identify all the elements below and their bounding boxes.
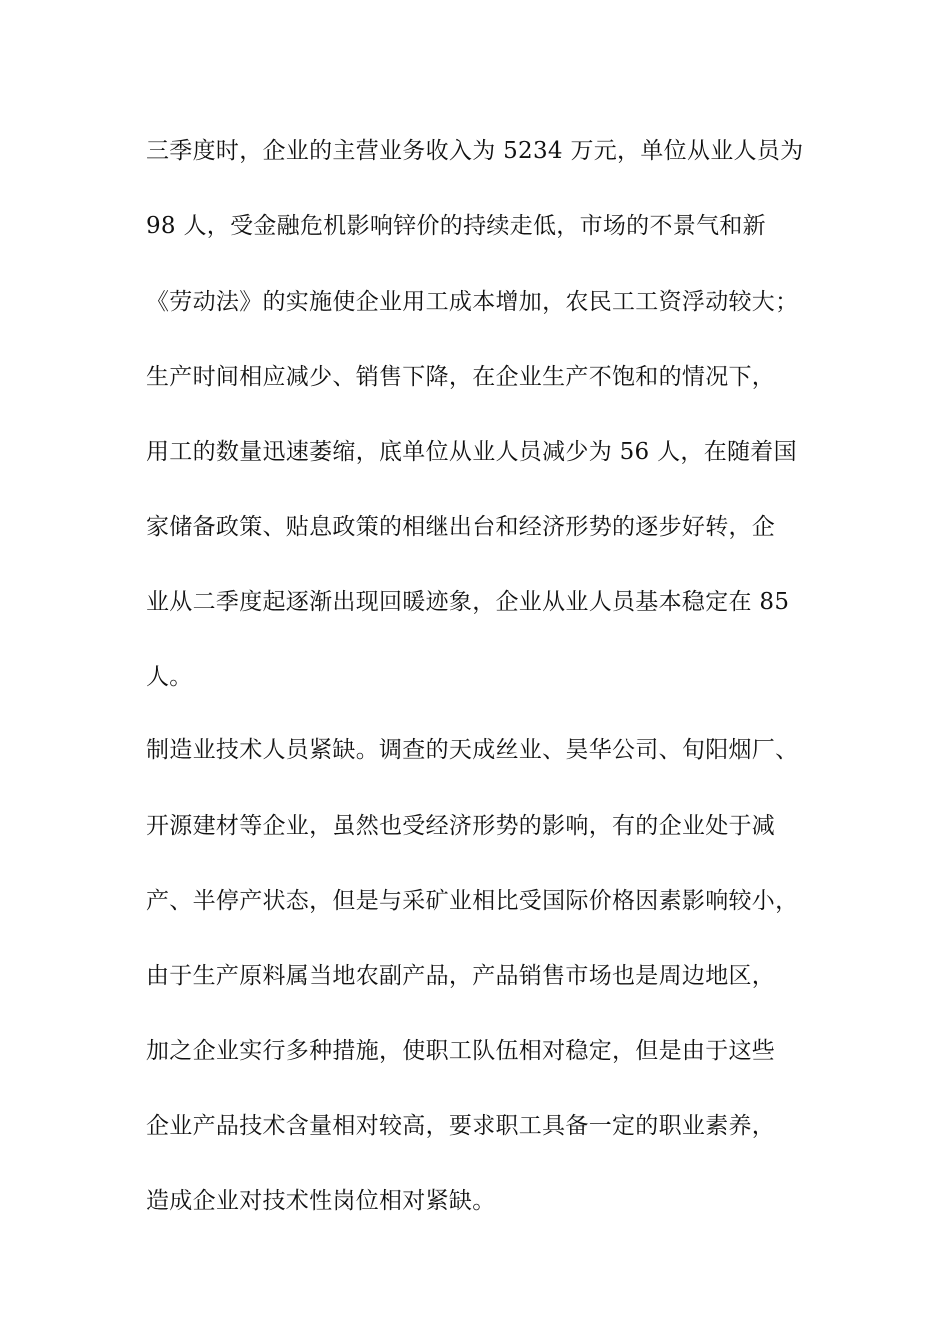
text-line: 用工的数量迅速萎缩，底单位从业人员减少为 56 人，在随着国: [146, 439, 797, 465]
text-line: 《劳动法》的实施使企业用工成本增加，农民工工资浮动较大；: [146, 289, 799, 315]
text-line: 三季度时，企业的主营业务收入为 5234 万元，单位从业人员为: [146, 138, 804, 164]
text-line: 开源建材等企业，虽然也受经济形势的影响，有的企业处于减: [146, 813, 776, 839]
text-line: 生产时间相应减少、销售下降，在企业生产不饱和的情况下，: [146, 364, 776, 390]
text-line: 企业产品技术含量相对较高，要求职工具备一定的职业素养，: [146, 1113, 776, 1139]
text-line: 制造业技术人员紧缺。调查的天成丝业、昊华公司、旬阳烟厂、: [146, 737, 799, 763]
text-line: 人。: [146, 664, 193, 690]
text-line: 业从二季度起逐渐出现回暖迹象，企业从业人员基本稳定在 85: [146, 589, 790, 615]
text-line: 由于生产原料属当地农副产品，产品销售市场也是周边地区，: [146, 963, 776, 989]
text-line: 造成企业对技术性岗位相对紧缺。: [146, 1188, 496, 1214]
text-line: 家储备政策、贴息政策的相继出台和经济形势的逐步好转，企: [146, 514, 776, 540]
text-line: 加之企业实行多种措施，使职工队伍相对稳定，但是由于这些: [146, 1038, 776, 1064]
text-line: 98 人，受金融危机影响锌价的持续走低，市场的不景气和新: [146, 213, 766, 239]
text-line: 产、半停产状态，但是与采矿业相比受国际价格因素影响较小，: [146, 888, 799, 914]
